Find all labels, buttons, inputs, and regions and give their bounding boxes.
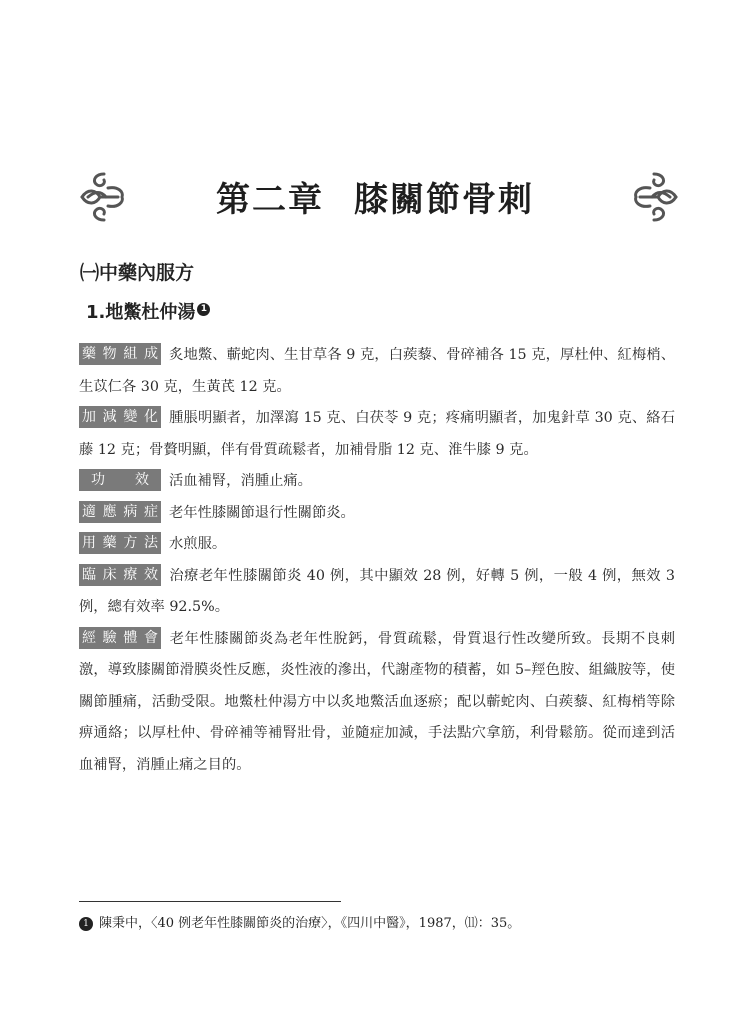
text-modification: 腫脹明顯者，加澤瀉 15 克、白茯苓 9 克；疼痛明顯者，加鬼針草 30 克、絡石藤 12 克；骨贅明顯，伴有骨質疏鬆者，加補骨脂 12 克、淮牛膝 9 克。	[79, 410, 675, 458]
text-composition: 炙地鱉、蘄蛇肉、生甘草各 9 克，白蒺藜、骨碎補各 15 克，厚杜仲、紅梅梢、生苡仁各 30 克，生黃芪 12 克。	[79, 347, 675, 395]
footnote-divider	[79, 901, 341, 902]
text-usage: 水煎服。	[169, 536, 227, 552]
entry-clinical	[79, 561, 675, 624]
chapter-name: 膝關節骨刺	[354, 180, 534, 220]
text-indication: 老年性膝關節退行性關節炎。	[169, 504, 355, 521]
footnote	[79, 912, 520, 931]
section-heading: ㈠中藥內服方	[80, 262, 195, 284]
formula-name: 1.地鱉杜仲湯	[86, 302, 196, 323]
text-efficacy: 活血補腎，消腫止痛。	[169, 473, 312, 489]
entry-modification	[79, 403, 675, 466]
footnote-mark: 1	[79, 917, 93, 931]
entry-usage	[79, 529, 675, 561]
entry-indication	[79, 498, 675, 530]
chapter-title	[0, 172, 750, 221]
formula-content	[79, 340, 675, 781]
chapter-number: 第二章	[216, 180, 324, 220]
label-composition: 藥物組成	[79, 343, 161, 365]
label-modification: 加減變化	[79, 406, 161, 428]
text-clinical: 治療老年性膝關節炎 40 例，其中顯效 28 例，好轉 5 例，一般 4 例，無效 3 例，總有效率 92.5%。	[79, 567, 675, 615]
label-efficacy: 功效	[79, 469, 161, 491]
formula-heading	[86, 298, 210, 324]
label-indication: 適應病症	[79, 501, 161, 523]
footnote-ref-mark: 1	[197, 303, 210, 316]
entry-experience	[79, 624, 675, 782]
entry-composition	[79, 340, 675, 403]
text-experience: 老年性膝關節炎為老年性脫鈣，骨質疏鬆，骨質退行性改變所致。長期不良刺激，導致膝關節滑膜炎性反應，炎性液的滲出，代謝產物的積蓄，如 5–羥色胺、組織胺等，使關節腫痛，活動受限。地鱉杜仲湯方中以炙地鱉活血逐瘀；配以蘄蛇肉、白蒺藜、紅梅梢等除痹通絡；以厚杜仲、骨碎補等補腎壯骨，並隨症加減，手法點穴拿筋，利骨鬆筋。從而達到活血補腎，消腫止痛之目的。	[79, 630, 675, 773]
entry-efficacy	[79, 466, 675, 498]
label-usage: 用藥方法	[79, 532, 161, 554]
label-experience: 經驗體會	[79, 627, 161, 649]
footnote-text: 陳秉中，〈40 例老年性膝關節炎的治療〉，《四川中醫》，1987，⑾：35。	[99, 916, 521, 931]
label-clinical: 臨床療效	[79, 564, 161, 586]
